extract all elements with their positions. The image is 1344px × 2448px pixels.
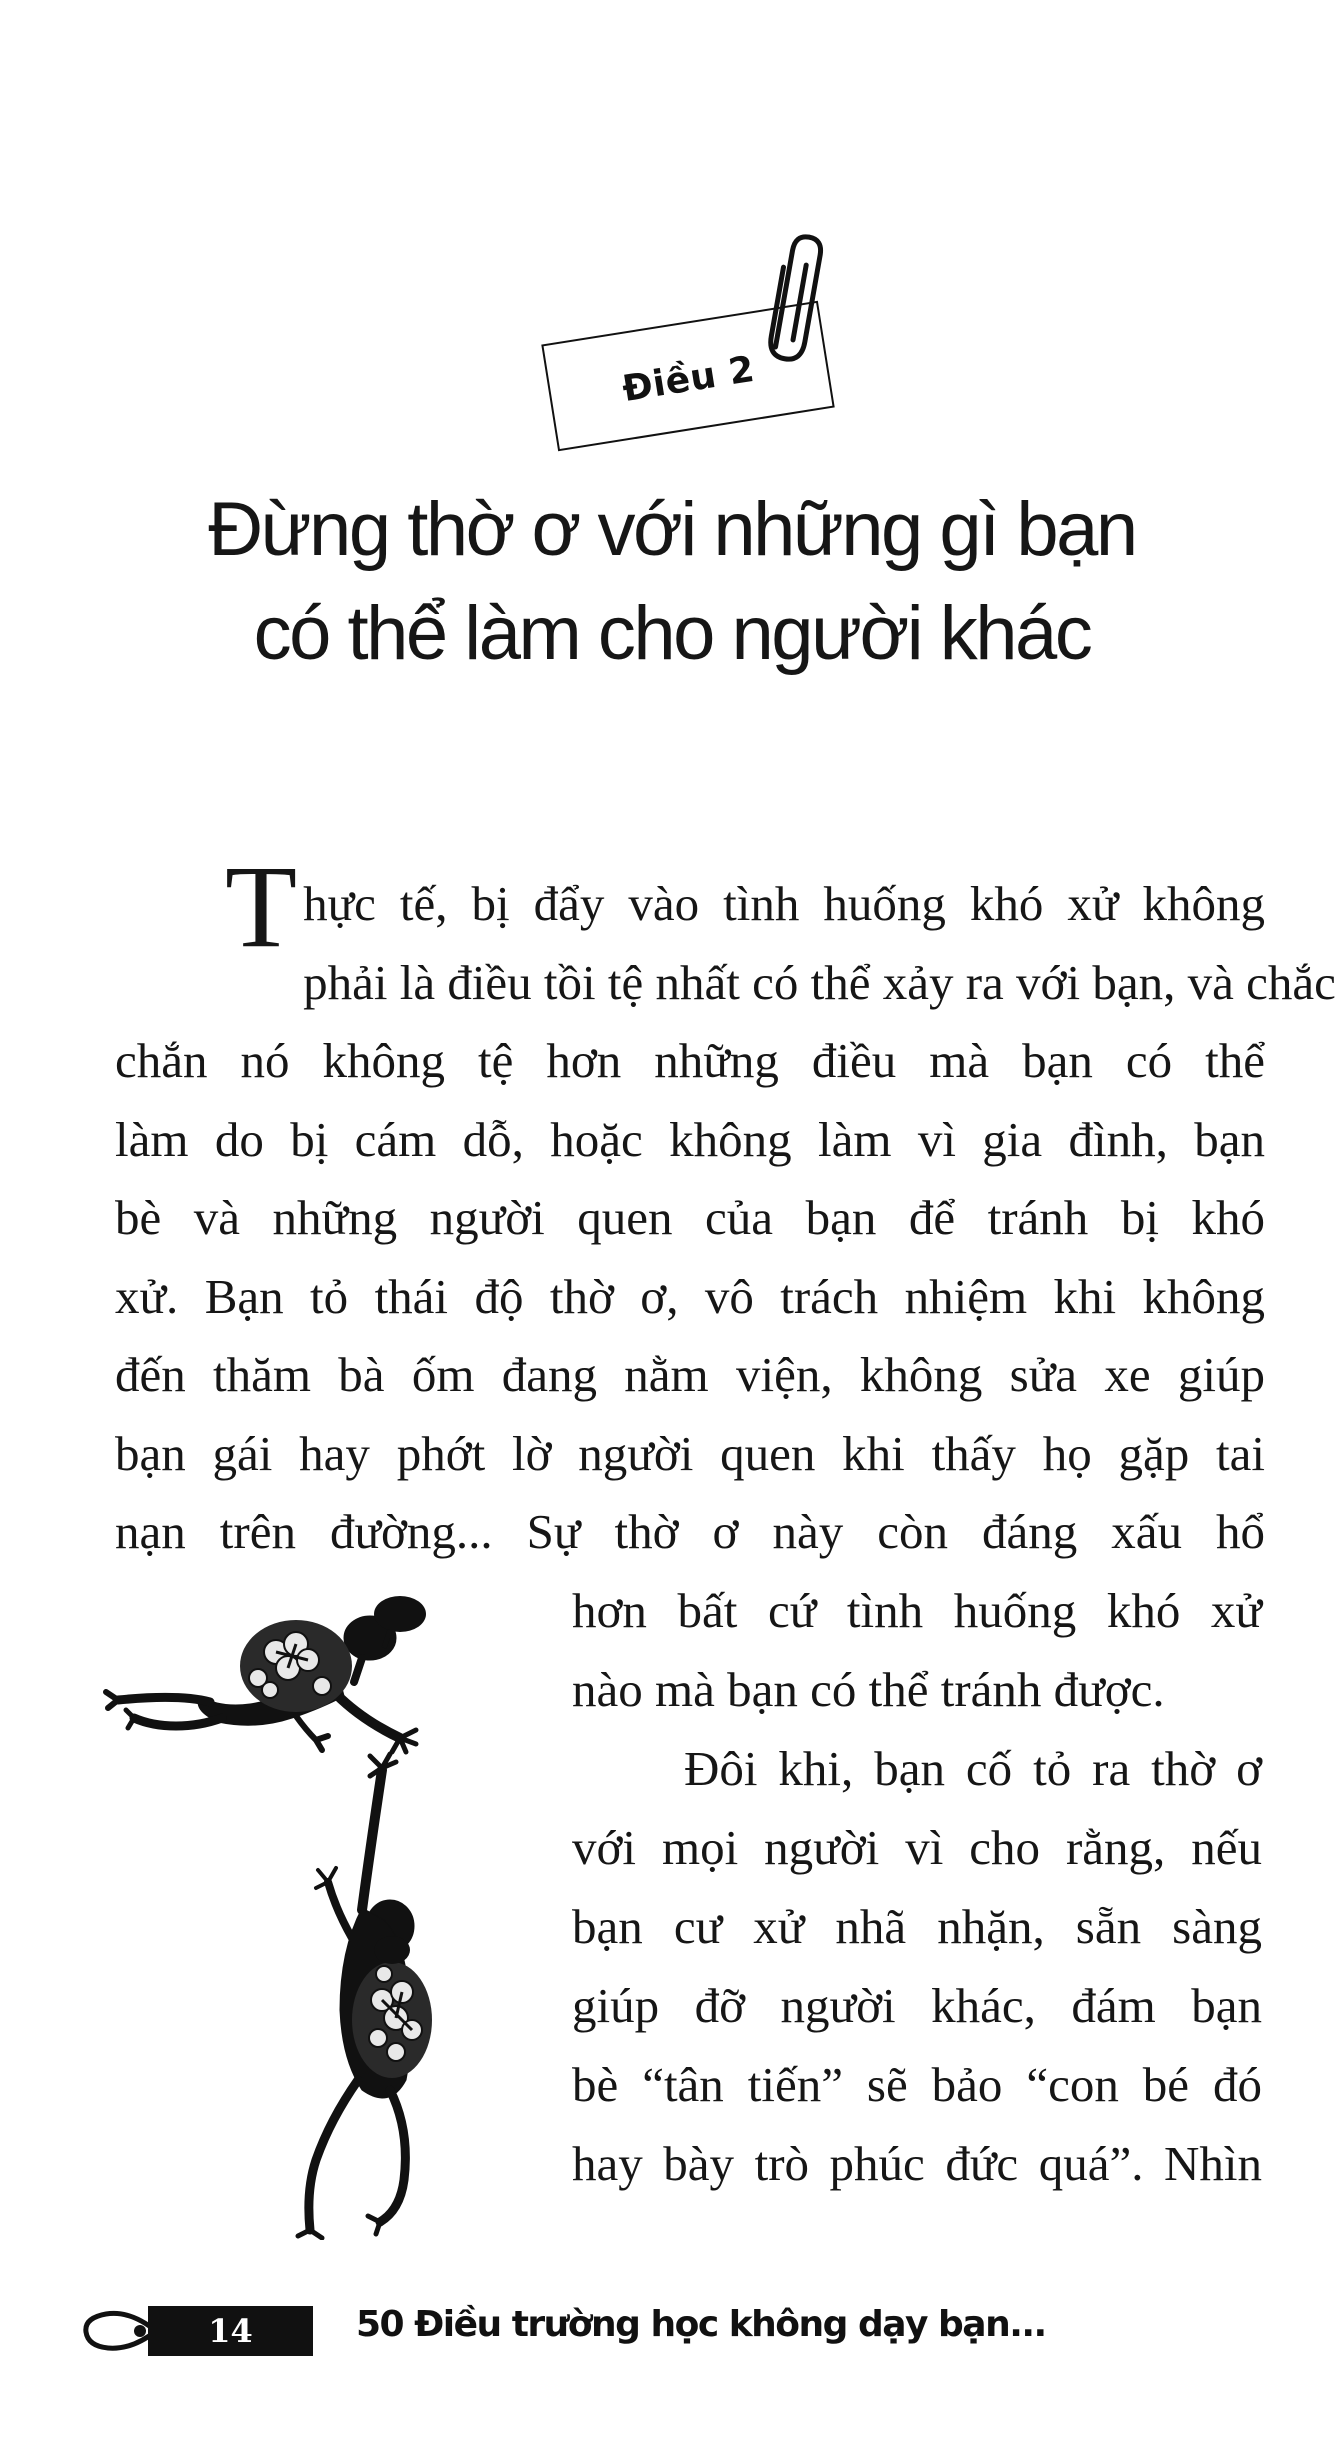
tag-label: Điều 2 — [619, 348, 758, 410]
running-book-title: 50 Điều trường học không dạy bạn... — [356, 2304, 1046, 2345]
text-line: hực tế, bị đẩy vào tình huống khó xử không — [303, 876, 1265, 931]
paragraph-2 — [572, 1729, 1262, 2203]
text-line: Đôi khi, bạn cố tỏ ra thờ ơ — [684, 1741, 1262, 1796]
text-line: bè và những người quen của bạn để tránh bị khó — [115, 1190, 1265, 1245]
chapter-title — [0, 478, 1344, 686]
paragraph-1 — [115, 841, 1336, 1572]
text-line: phải là điều tồi tệ nhất có thể xảy ra với bạn, và chắc — [303, 954, 1336, 1010]
page-number: 14 — [208, 2312, 253, 2350]
climbing-figures-illustration — [100, 1590, 550, 2240]
page-number-badge — [148, 2306, 313, 2356]
paperclip-icon — [750, 225, 843, 375]
text-line: xử. Bạn tỏ thái độ thờ ơ, vô trách nhiệm khi không — [115, 1268, 1265, 1324]
page-footer — [80, 2296, 1046, 2366]
text-line: hay bày trò phúc đức quá”. Nhìn — [572, 2136, 1262, 2191]
text-line: hơn bất cứ tình huống khó xử — [572, 1583, 1262, 1638]
text-line: làm do bị cám dỗ, hoặc không làm vì gia đình, bạn — [115, 1111, 1265, 1167]
text-line: bạn gái hay phớt lờ người quen khi thấy họ gặp tai — [115, 1425, 1265, 1481]
title-line-1: Đừng thờ ơ với những gì bạn — [208, 487, 1136, 572]
text-line: với mọi người vì cho rằng, nếu — [572, 1820, 1262, 1875]
text-line: giúp đỡ người khác, đám bạn — [572, 1978, 1262, 2033]
chapter-tag — [548, 230, 840, 440]
text-line: nào mà bạn có thể tránh được. — [572, 1661, 1165, 1717]
title-line-2: có thể làm cho người khác — [253, 591, 1091, 676]
drop-cap: T — [225, 841, 298, 972]
text-line: đến thăm bà ốm đang nằm viện, không sửa xe giúp — [115, 1347, 1265, 1402]
text-line: chắn nó không tệ hơn những điều mà bạn có thể — [115, 1033, 1265, 1088]
text-line: nạn trên đường... Sự thờ ơ này còn đáng xấu hổ — [115, 1504, 1265, 1559]
text-line: bạn cư xử nhã nhặn, sẵn sàng — [572, 1899, 1262, 1954]
text-line: bè “tân tiến” sẽ bảo “con bé đó — [572, 2057, 1262, 2112]
paragraph-1-continued — [572, 1572, 1262, 1729]
